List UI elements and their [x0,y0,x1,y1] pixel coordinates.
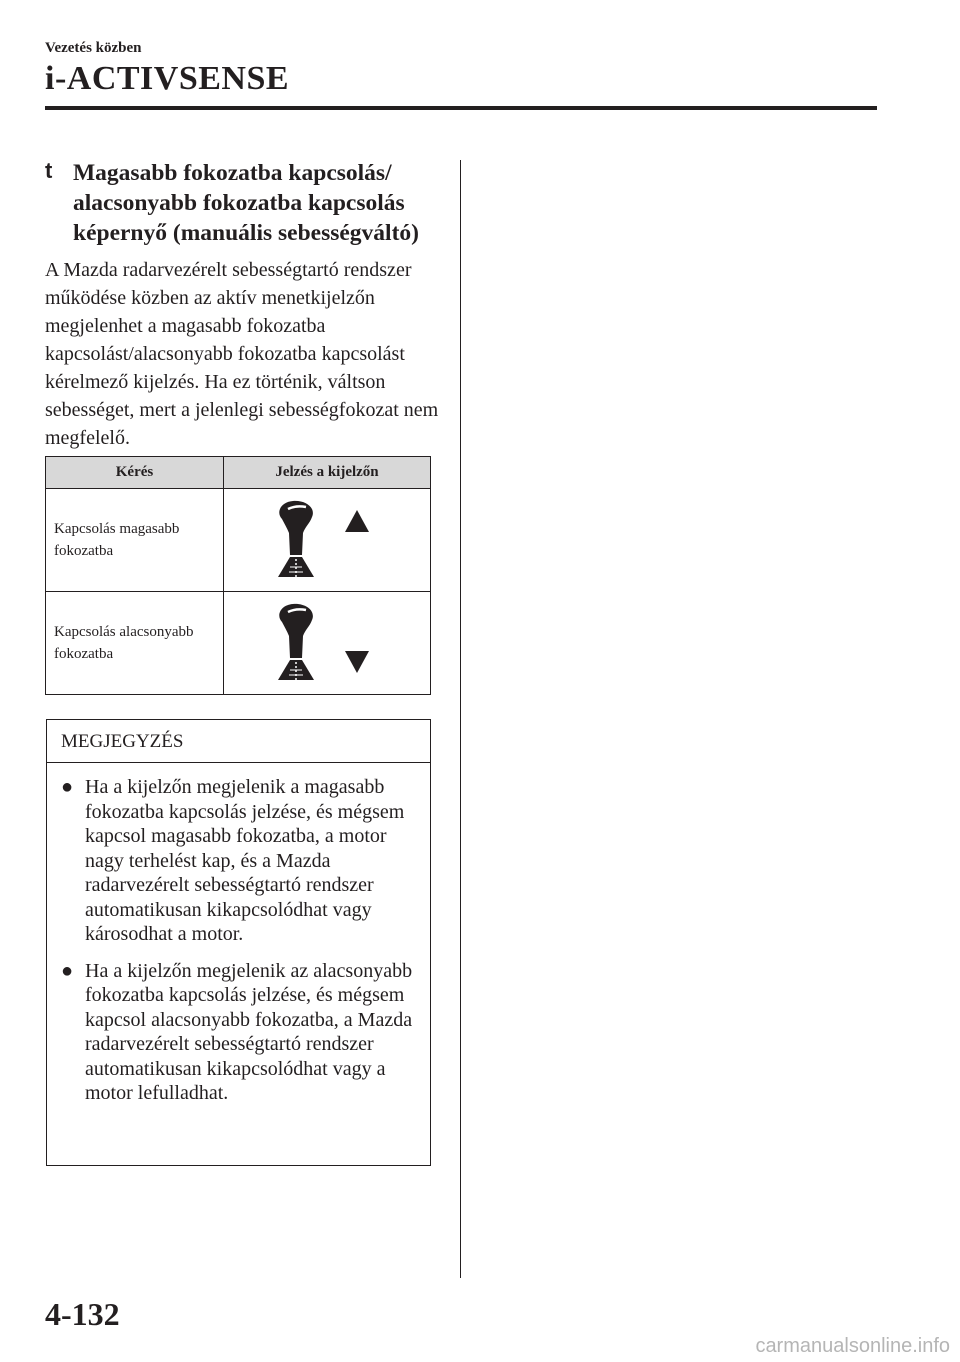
body-paragraph: A Mazda radarvezérelt sebességtartó rendszer működése közben az aktív menetkijelzőn megjelenhet a magasabb fokozatba kapcsolást/alacsonyabb fokozatba kapcsolást kérelmező kijelzés. Ha ez történik, váltson sebességet, mert a jelenlegi sebességfokozat nem megfelelő. [45,259,439,449]
section-kicker: Vezetés közben [45,40,142,56]
column-divider [460,160,461,1278]
list-item [61,775,416,947]
shift-up-indicator [224,489,431,592]
note-list [47,763,430,1106]
heading-text: Magasabb fokozatba kapcsolás/ alacsonyabb fokozatba kapcsolás képernyő (manuális sebességváltó) [73,160,419,246]
note-item-text: Ha a kijelzőn megjelenik a magasabb fokozatba kapcsolás jelzése, és mégsem kapcsol magasabb fokozatba, a motor nagy terhelést kap, és a Mazda radarvezérelt sebességtartó rendszer automatikusan kikapcsolódhat vagy károsodhat a motor. [85,776,405,945]
watermark: carmanualsonline.info [755,1335,950,1357]
note-box [46,719,431,1166]
page-number: 4-132 [45,1296,120,1332]
title-rule [45,106,877,110]
note-title: MEGJEGYZÉS [47,720,430,763]
subsection-heading [45,158,445,248]
arrow-up-icon [344,509,370,533]
table-row [46,592,431,695]
note-item-text: Ha a kijelzőn megjelenik az alacsonyabb fokozatba kapcsolás jelzése, és mégsem kapcsol alacsonyabb fokozatba, a Mazda radarvezérelt sebességtartó rendszer automatikusan kikapcsolódhat vagy a motor lefulladhat. [85,959,413,1104]
row-label: Kapcsolás magasabb fokozatba [46,489,224,592]
bullet-dot-icon: ● [61,776,74,798]
row-label: Kapcsolás alacsonyabb fokozatba [46,592,224,695]
table-row [46,489,431,592]
gear-knob-icon [272,602,320,682]
gear-knob-icon [272,499,320,579]
table-header-request: Kérés [46,457,224,489]
arrow-down-icon [344,650,370,674]
table-header-display: Jelzés a kijelzőn [224,457,431,489]
bullet-dot-icon: ● [61,959,74,982]
heading-bullet: t [45,158,53,183]
page-title: i-ACTIVSENSE [45,60,290,97]
request-table [45,456,431,695]
shift-down-indicator [224,592,431,695]
list-item [61,959,416,1106]
